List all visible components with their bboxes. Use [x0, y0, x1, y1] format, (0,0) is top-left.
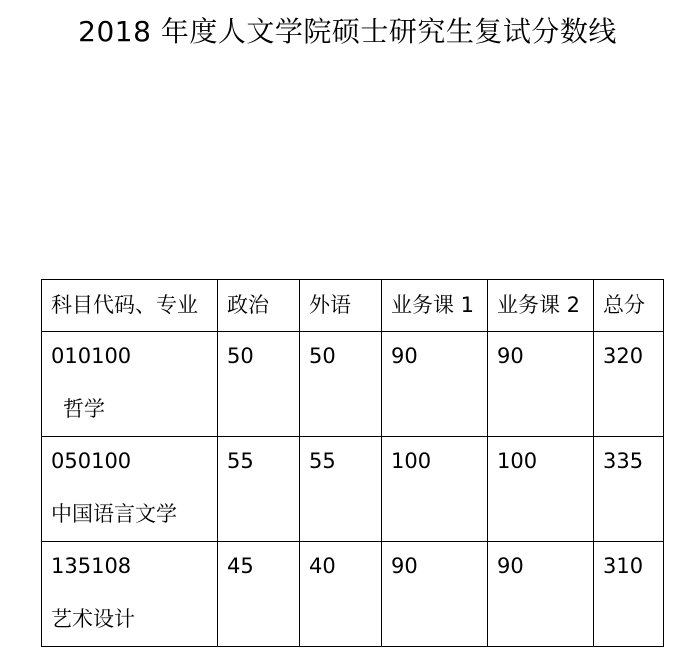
table-row	[42, 332, 664, 437]
column-header-course-2: 业务课 2	[488, 280, 594, 332]
course-2-score: 90	[497, 554, 524, 578]
subject-cell	[42, 332, 218, 437]
course-1-cell	[382, 542, 488, 647]
course-1-score: 100	[391, 449, 432, 473]
subject-name: 中国语言文学	[51, 502, 177, 526]
course-1-score: 90	[391, 344, 418, 368]
politics-score: 55	[227, 449, 254, 473]
politics-cell	[218, 332, 300, 437]
total-cell	[594, 542, 664, 647]
subject-code: 010100	[51, 344, 132, 368]
subject-code: 050100	[51, 449, 132, 473]
course-2-cell	[488, 332, 594, 437]
politics-cell	[218, 542, 300, 647]
foreign-language-cell	[300, 332, 382, 437]
foreign-language-score: 40	[309, 554, 336, 578]
table-row	[42, 437, 664, 542]
foreign-language-cell	[300, 542, 382, 647]
course-2-score: 100	[497, 449, 538, 473]
subject-cell	[42, 542, 218, 647]
column-header-politics: 政治	[218, 280, 300, 332]
page-title: 2018 年度人文学院硕士研究生复试分数线	[78, 15, 617, 48]
course-2-score: 90	[497, 344, 524, 368]
table-row	[42, 542, 664, 647]
subject-name: 艺术设计	[51, 607, 135, 631]
course-1-cell	[382, 332, 488, 437]
course-2-cell	[488, 437, 594, 542]
total-score: 310	[603, 554, 644, 578]
course-2-cell	[488, 542, 594, 647]
column-header-course-1: 业务课 1	[382, 280, 488, 332]
politics-score: 50	[227, 344, 254, 368]
course-1-score: 90	[391, 554, 418, 578]
foreign-language-score: 55	[309, 449, 336, 473]
course-1-cell	[382, 437, 488, 542]
subject-name: 哲学	[63, 397, 105, 421]
subject-code: 135108	[51, 554, 132, 578]
column-header-subject: 科目代码、专业	[42, 280, 218, 332]
politics-cell	[218, 437, 300, 542]
score-table	[41, 279, 664, 647]
total-cell	[594, 332, 664, 437]
foreign-language-cell	[300, 437, 382, 542]
subject-cell	[42, 437, 218, 542]
column-header-total: 总分	[594, 280, 664, 332]
total-score: 335	[603, 449, 644, 473]
table-header-row	[42, 280, 664, 332]
column-header-foreign-language: 外语	[300, 280, 382, 332]
total-score: 320	[603, 344, 644, 368]
politics-score: 45	[227, 554, 254, 578]
total-cell	[594, 437, 664, 542]
foreign-language-score: 50	[309, 344, 336, 368]
